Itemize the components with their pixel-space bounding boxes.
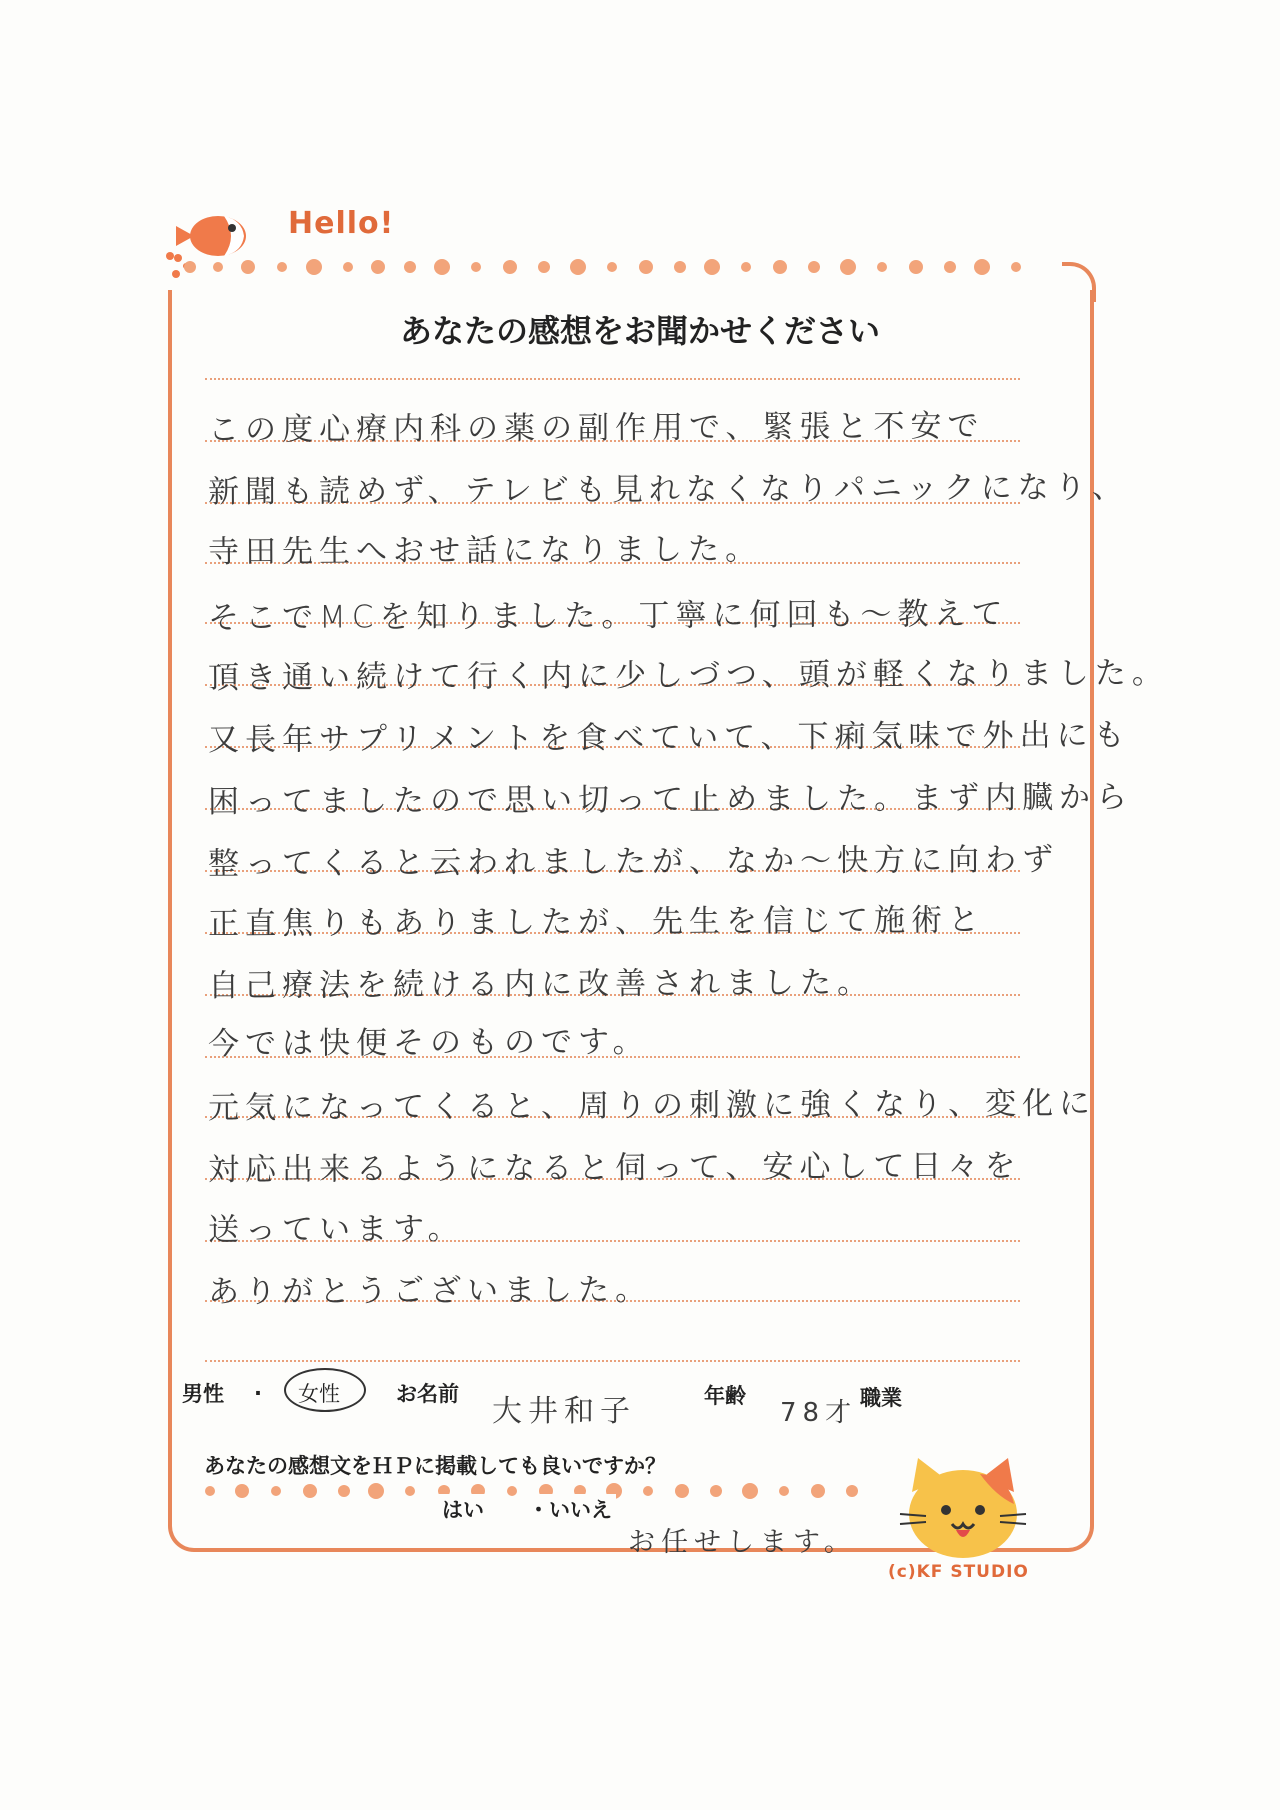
comment-line: そこでMCを知りました。丁寧に何回も〜教えて — [207, 595, 1009, 637]
no-option[interactable]: ・いいえ — [524, 1494, 616, 1524]
comment-line: 困ってましたので思い切って止めました。まず内臓から — [207, 779, 1134, 821]
publish-question: あなたの感想文をＨＰに掲載しても良いですか？ — [204, 1454, 666, 1478]
ruled-line — [205, 1360, 1020, 1362]
female-option[interactable]: 女性 — [298, 1382, 340, 1406]
comment-line: 寺田先生へおせ話になりました。 — [207, 531, 763, 571]
comment-line: 正直焦りもありましたが、先生を信じて施術と — [207, 902, 986, 943]
comment-line: 自己療法を続ける内に改善されました。 — [207, 964, 875, 1005]
male-option[interactable]: 男性 — [182, 1382, 224, 1406]
comment-line: 対応出来るようになると伺って、安心して日々を — [207, 1147, 1022, 1189]
copyright-text: (c)KF STUDIO — [888, 1562, 1029, 1582]
gender-separator: . — [254, 1376, 262, 1400]
yes-option[interactable]: はい — [438, 1494, 488, 1524]
name-label: お名前 — [396, 1382, 459, 1406]
comment-line: 送っています。 — [207, 1210, 465, 1249]
age-value[interactable]: 78才 — [780, 1398, 858, 1428]
comment-line: 整ってくると云われましたが、なか〜快方に向わず — [207, 841, 1060, 883]
job-label: 職業 — [860, 1386, 902, 1410]
name-value[interactable]: 大井和子 — [492, 1394, 636, 1429]
comment-line: 今では快便そのものです。 — [207, 1023, 650, 1063]
comment-line: この度心療内科の薬の副作用で、緊張と不安で — [207, 408, 985, 449]
page-title: あなたの感想をお聞かせください — [399, 312, 880, 350]
frame-corner — [1062, 262, 1096, 302]
comment-line: ありがとうございました。 — [207, 1271, 653, 1311]
ruled-line — [205, 378, 1020, 380]
hello-heading: Hello! — [288, 206, 395, 241]
cat-icon — [896, 1452, 1030, 1564]
publish-answer[interactable]: お任せします。 — [628, 1527, 857, 1558]
comment-line: 頂き通い続けて行く内に少しづつ、頭が軽くなりました。 — [207, 655, 1169, 697]
comment-line: 新聞も読めず、テレビも見れなくなりパニックになり、 — [207, 469, 1129, 511]
comment-line: 又長年サプリメントを食べていて、下痢気味で外出にも — [207, 717, 1131, 759]
age-label: 年齢 — [704, 1384, 746, 1408]
comment-line: 元気になってくると、周りの刺激に強くなり、変化に — [207, 1085, 1097, 1127]
decorative-dots-top — [160, 252, 1050, 282]
